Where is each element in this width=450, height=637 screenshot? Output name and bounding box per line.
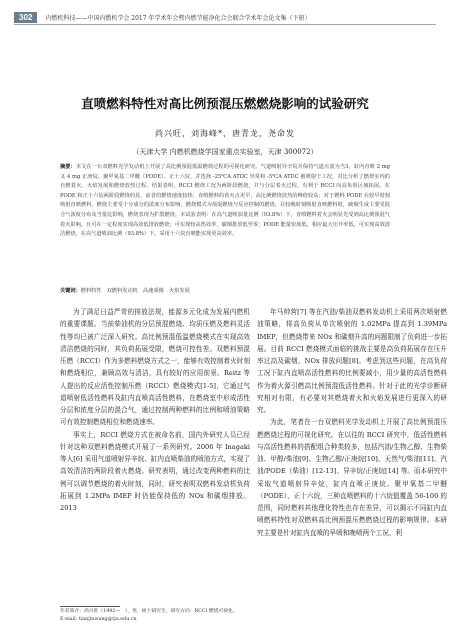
body-column-right [257,306,447,632]
running-header [14,10,436,25]
body-column-left [60,306,250,604]
abstract-block [60,163,390,240]
abstract-text: 本文在一台双燃料光学发动机上开展了高比例预混低温燃烧过程的可视化研究。气道喷射异辛烷并保持气道点量为当3，缸内直喷 2 mg 又 4 mg 正庚烷、聚甲氧基二甲醚（PODE）、正十六烷，并选择 -25℃A ATDC 异常和 -5℃A ATDC 被喷射于工况，对比分析了燃烧室内的自燃着火、火焰发展和燃烧放热过程。结果表明，RCCI 燃烧工况为两阶段燃烧，并与分层着火过程，有利于 RCCI 向高负荷区域拓展，在 PODE 和正十六烷两阶段燃烧的显，前者的燃烧速度较快；直喷燃料的着火点更早，高比例燃烧放热的峰值较高；对于燃料 PODE 在较早时刻喷射直喷燃料，燃烧主要受十分成分的浓度分布影响，燃烧模式为预混燃烧与反应控制的燃烧，在较晚时刻喷射直喷燃料时，碳烟生成主要受混合气浓度分布及当量比影响，燃烧表现为扩散燃烧。本试验表明：在高气道喷油量比例（93.8%）下，直喷燃料着火会明显先受到高比例预混气着火影响，且可在一定程度实现高效低排放燃烧；可实现较高热效率，碳烟排放低至零；PODE 能量密度低，相应最大压升率低，可实现高效清洁燃烧，在高气道喷油比例（93.8%）下，采用十六烷直喷能实现更高效率。 [60,164,390,238]
body-paragraph: 事实上，RCCI 燃烧方式在被命名前，国内外研究人员已经针对这种双燃料燃烧模式开展了一系列研究。2006 年 Inagaki 等人[6] 采用气道喷射异辛烷、缸内直喷柴油的喷油方式，实现了高效清洁的两阶段着火燃烧。研究表明，通过改变两种燃料的比例可以调节燃烧的着火时刻，同时，研究表明双燃料发动机负荷拓展到 1.2MPa IMEP 时仍能保持低的 NOx 和碳烟排放。2013 [60,430,250,512]
journal-line: 内燃机科技——中国内燃机学会 2017 年学术年会暨内燃节能净化合会联合学术年会论文集（下册） [45,14,311,22]
affiliation: （天津大学 内燃机燃烧学国家重点实验室，天津 300072） [132,148,318,156]
body-paragraph: 为此，笔者在一台双燃料光学发动机上开展了高比例预混压燃燃烧过程的可视化研究。在以往的 RCCI 研究中，低活性燃料与高活性燃料的搭配组合种类较多，包括汽油/生物乙醇、生物柴油、甲醇/柴油[9]、生物乙醇/正庚烷[10]、天然气/柴油[11]、汽油/PODE（柴油）[12-13]、异辛烷/正庚烷[14] 等。而本研究中采取气道喷射异辛烷，缸内直喷正庚烷、聚甲氧基二甲醚（PODE）、正十六烷，三种直喷燃料的十六烷值覆盖 56-100 的范围，同时燃料其他理化特性也存在差异，可以揭示不同缸内直喷燃料特性对双燃料高比例预混压燃燃烧过程的影响规律。本研究主要是针对缸内直喷的早喷和晚喷两个工况，利 [257,418,447,537]
keywords-text: 燃料特性 双燃料发动机 高速成像 火焰发展 [80,288,190,294]
body-paragraph: 年马帅营[7] 等在汽油/柴油双燃料发动机上采用两次喷射燃油策略，将高负荷从单次喷射的 1.02MPa 提高到 1.39MPa IMEP，但燃烧带来 NOx 和碳烟升高的问题限制了负荷进一步拓展。目前 RCCI 燃烧模式面临的挑战主要是高负荷拓展存在压升率过高及碳烟、NOx 排放问题[8]。考虑到这些问题，在高负荷工况下缸内直喷高活性燃料的比例要减小，用少量的高活性燃料作为着火源引燃高比例预混低活性燃料。针对于此的光学诊断研究相对有限，有必要对其燃烧着火和火焰发展进行更深入的研究。 [257,308,447,414]
keywords-block [60,287,390,294]
page-number: 302 [14,12,37,23]
paper-title: 直喷燃料特性对高比例预混压燃燃烧影响的试验研究 [81,96,369,111]
author-list: 尚兴旺，刘海峰*，唐青龙，尧命发 [155,129,295,138]
keywords-label: 关键词： [60,288,81,294]
footnote-bio: 作者简介：尚兴旺（1992— ），男，硕士研究生，研究方向：RCCI 燃烧可视化。 [60,609,238,614]
author-footnote [60,608,250,624]
abstract-label: 摘要： [60,164,76,170]
footnote-divider [60,606,120,607]
footnote-email: E-mail: tianjinwang@tju.edu.cn [60,617,137,622]
body-paragraph: 为了满足日益严苛的排放法规，能源多元化成为发展内燃机的重要课题。当前柴油机的分层预混燃烧、均质压燃及燃料灵活性等均已被广泛深入研究。高比例预混低温燃烧模式在实现高效清洁燃烧的同时，其负荷拓展受限，燃烧可控性差。双燃料预混压燃（RCCI）作为多燃料燃烧方式之一，能够有效控制着火时刻和燃烧相位，兼顾高效与清洁，具有较好的应用前景。Reitz 等人提出的反应活性控制压燃（RCCI）燃烧模式[1-5]，它通过气道喷射低活性燃料及缸内直喷高活性燃料，在燃烧室中形成活性分层和浓度分层的混合气，通过控制两种燃料的比例和喷油策略可有效控制燃烧相位和燃烧速率。 [60,308,250,427]
